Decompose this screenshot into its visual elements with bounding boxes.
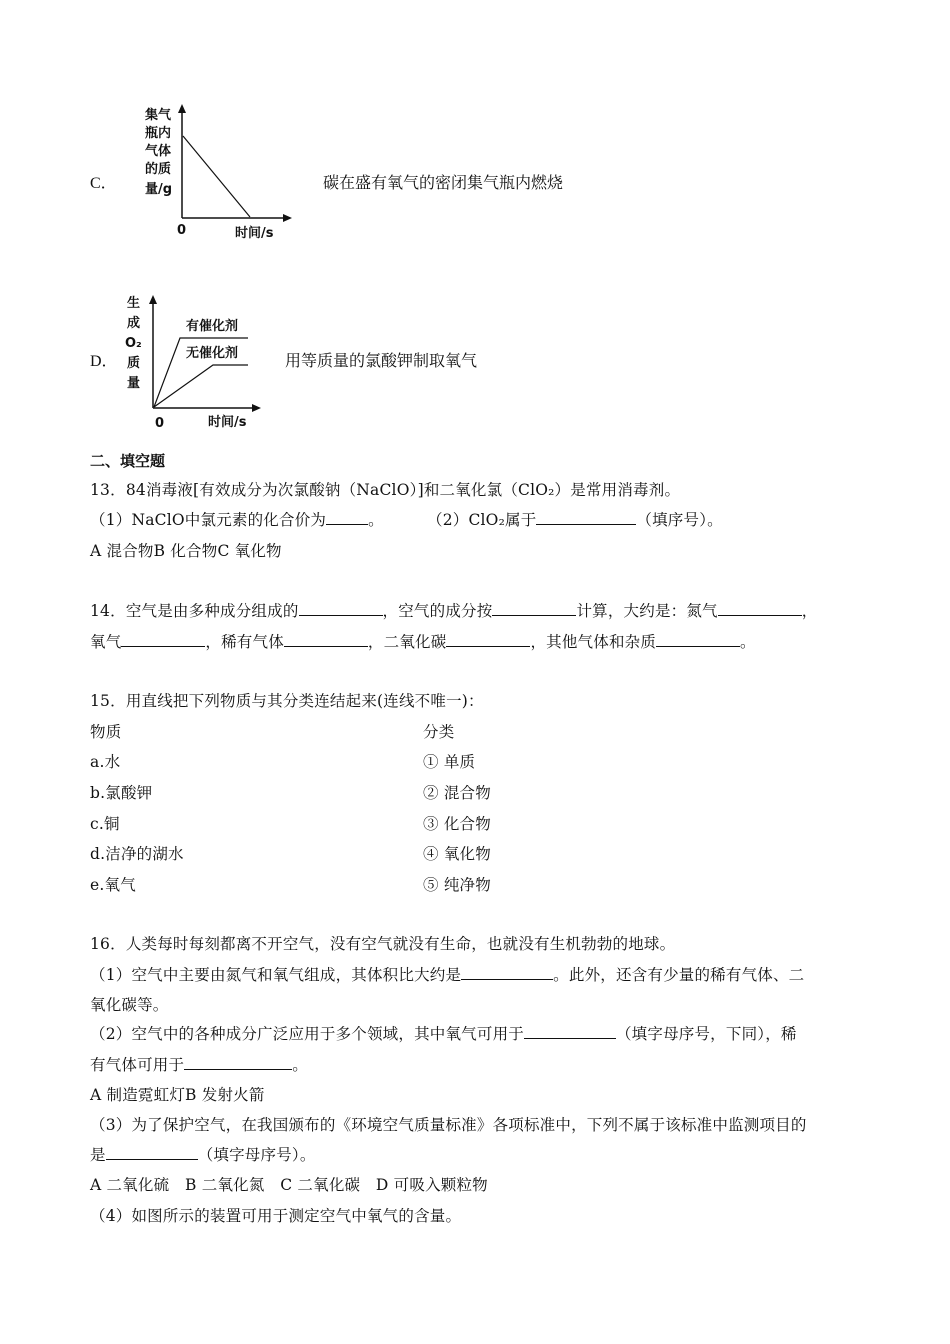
c-ylabel-line: 瓶内 — [145, 126, 172, 141]
q16-stem: 16．人类每时每刻都离不开空气，没有空气就没有生命，也就没有生机勃勃的地球。 — [90, 935, 676, 953]
substance-item: d.洁净的湖水 — [90, 845, 184, 863]
q16-text: （2）空气中的各种成分广泛应用于多个领域，其中氧气可用于 — [90, 1025, 524, 1043]
answer-blank[interactable] — [106, 1145, 198, 1160]
q14-text: 。 — [740, 633, 756, 651]
option-d-label: D． — [90, 353, 118, 370]
substance-item: e.氧气 — [90, 876, 136, 894]
c-ylabel-line: 的质 — [145, 162, 172, 177]
q13-p1-suffix: 。 — [368, 511, 384, 529]
q13-stem: 13．84消毒液[有效成分为次氯酸钠（NaClO）]和二氧化氯（ClO₂）是常用消毒剂。 — [90, 481, 681, 499]
d-ylabel-line: O₂ — [125, 336, 142, 351]
c-xlabel: 时间/s — [235, 226, 274, 241]
substance-item: b.氯酸钾 — [90, 784, 153, 802]
option-c-label: C． — [90, 175, 117, 192]
q14-text: ，二氧化碳 — [367, 633, 447, 651]
q16-part1-cont: 氧化碳等。 — [90, 996, 169, 1014]
q13-p2-prefix: （2）ClO₂属于 — [427, 511, 537, 529]
q16-text: 是 — [90, 1146, 106, 1164]
q16-part2-cont — [90, 1053, 308, 1075]
option-d-graph — [118, 290, 268, 432]
d-ylabel-line: 生 — [127, 296, 141, 311]
q14-text: 14．空气是由多种成分组成的 — [90, 602, 299, 620]
q16-text: 。 — [292, 1056, 308, 1074]
category-item: ① 单质 — [423, 753, 476, 771]
q16-part4: （4）如图所示的装置可用于测定空气中氧气的含量。 — [90, 1207, 462, 1225]
answer-blank[interactable] — [326, 510, 368, 525]
answer-blank[interactable] — [121, 632, 205, 647]
c-origin: 0 — [177, 223, 187, 238]
q15-stem: 15．用直线把下列物质与其分类连结起来(连线不唯一)： — [90, 692, 484, 710]
c-y-arrow — [178, 104, 186, 113]
q16-part1 — [90, 963, 804, 985]
q14-text: ，空气的成分按 — [382, 602, 493, 620]
substance-item: a.水 — [90, 753, 121, 771]
answer-blank[interactable] — [184, 1055, 292, 1070]
option-d-description: 用等质量的氯酸钾制取氧气 — [285, 351, 478, 370]
q14-text: 氧气 — [90, 633, 122, 651]
q13-part2 — [427, 508, 723, 530]
q16-text: （1）空气中主要由氮气和氧气组成，其体积比大约是 — [90, 966, 462, 984]
answer-blank[interactable] — [492, 601, 576, 616]
option-c-description: 碳在盛有氧气的密闭集气瓶内燃烧 — [323, 173, 564, 192]
d-ylabel-line: 成 — [127, 316, 141, 331]
q13-part1 — [90, 508, 384, 530]
d-origin: 0 — [155, 416, 165, 431]
d-ylabel-line: 质 — [127, 356, 141, 371]
category-item: ② 混合物 — [423, 784, 491, 802]
category-item: ④ 氧化物 — [423, 845, 491, 863]
c-ylabel-line: 量/g — [145, 182, 173, 197]
answer-blank[interactable] — [284, 632, 368, 647]
c-curve — [183, 136, 250, 217]
d-curve1-label: 有催化剂 — [186, 319, 239, 334]
q14-line2 — [90, 630, 756, 652]
q14-text: 计算，大约是：氮气 — [576, 602, 718, 620]
q15-col1-header: 物质 — [90, 723, 122, 741]
q14-text: ， — [801, 602, 818, 620]
c-x-arrow — [283, 214, 292, 222]
category-item: ③ 化合物 — [423, 815, 491, 833]
q13-p1-prefix: （1）NaClO中氯元素的化合价为 — [90, 511, 327, 529]
d-y-arrow — [149, 295, 157, 304]
c-ylabel-line: 集气 — [145, 108, 172, 123]
q16-text: （填字母序号，下同），稀 — [615, 1025, 797, 1043]
q13-options: A 混合物B 化合物C 氧化物 — [90, 542, 282, 560]
d-xlabel: 时间/s — [208, 415, 247, 430]
q16-part2-options: A 制造霓虹灯B 发射火箭 — [90, 1086, 265, 1104]
q16-text: （填字母序号）。 — [197, 1146, 316, 1164]
answer-blank[interactable] — [524, 1024, 616, 1039]
answer-blank[interactable] — [718, 601, 802, 616]
q16-part3-options: A 二氧化硫 B 二氧化氮 C 二氧化碳 D 可吸入颗粒物 — [90, 1176, 488, 1194]
q14-text: ，稀有气体 — [205, 633, 284, 651]
d-ylabel-line: 量 — [127, 376, 141, 391]
c-ylabel-line: 气体 — [145, 144, 172, 159]
q15-col2-header: 分类 — [423, 723, 455, 741]
q16-text: 有气体可用于 — [90, 1056, 185, 1074]
q14-text: ，其他气体和杂质 — [530, 633, 657, 651]
d-curve2-label: 无催化剂 — [186, 346, 239, 361]
section-heading: 二、填空题 — [90, 452, 166, 470]
answer-blank[interactable] — [536, 510, 636, 525]
q16-part3: （3）为了保护空气，在我国颁布的《环境空气质量标准》各项标准中，下列不属于该标准中监测项目的 — [90, 1116, 807, 1134]
q16-part3-cont — [90, 1143, 316, 1165]
option-c-graph — [130, 100, 300, 245]
answer-blank[interactable] — [656, 632, 740, 647]
q16-text: 。此外，还含有少量的稀有气体、二 — [553, 966, 805, 984]
answer-blank[interactable] — [461, 965, 553, 980]
d-x-arrow — [252, 404, 261, 412]
q16-part2 — [90, 1022, 797, 1044]
category-item: ⑤ 纯净物 — [423, 876, 491, 894]
d-curve-no-catalyst — [154, 365, 248, 407]
answer-blank[interactable] — [446, 632, 530, 647]
q13-p2-suffix: （填序号）。 — [636, 511, 723, 529]
answer-blank[interactable] — [299, 601, 383, 616]
substance-item: c.铜 — [90, 815, 120, 833]
q14-line1 — [90, 599, 817, 621]
